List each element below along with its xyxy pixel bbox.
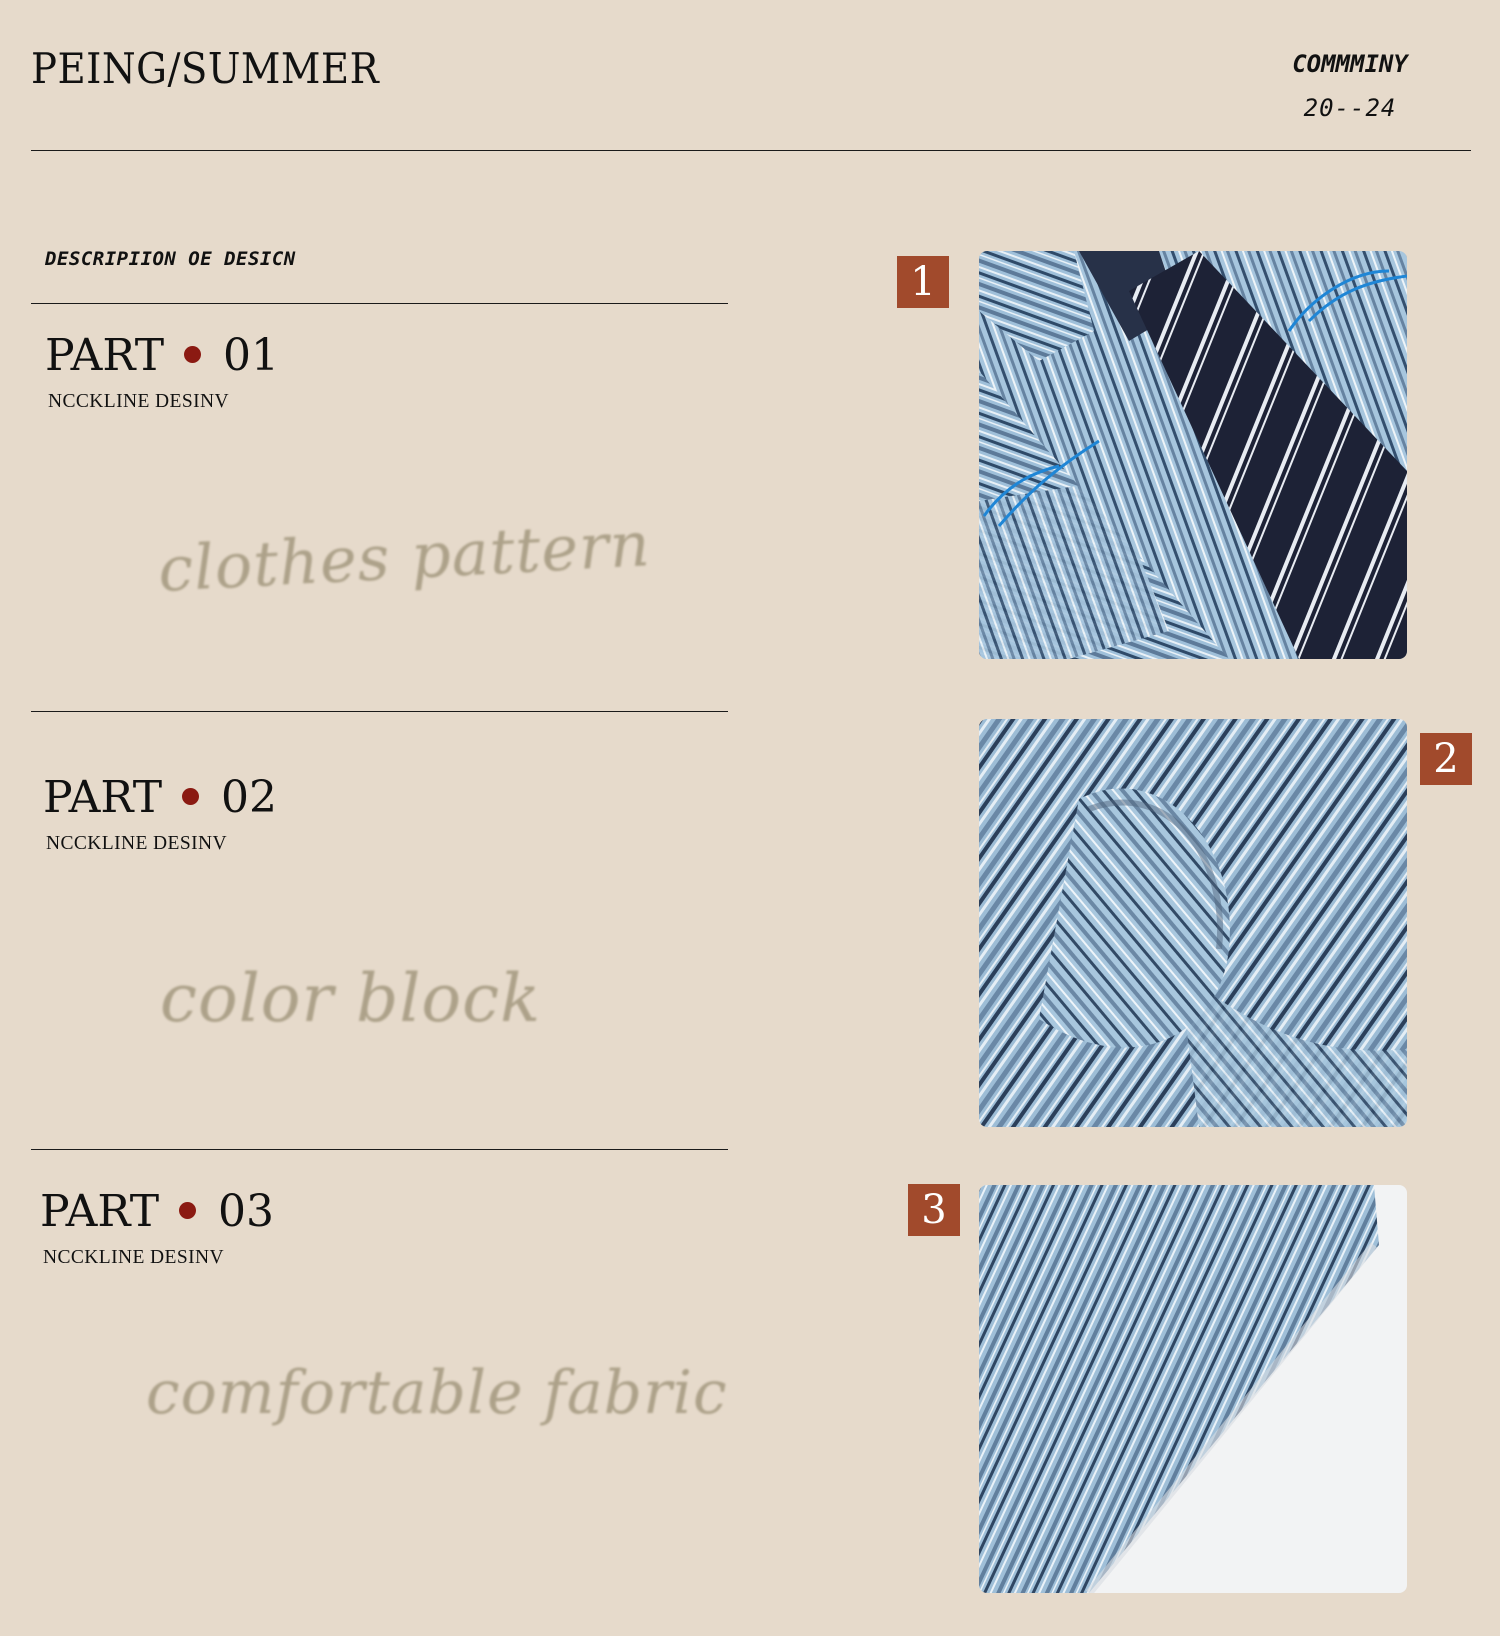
badge-1: 1 xyxy=(897,256,949,308)
section-divider xyxy=(31,711,728,712)
badge-2: 2 xyxy=(1420,733,1472,785)
shirt-collar-tie-photo xyxy=(979,251,1407,659)
section-divider xyxy=(31,1149,728,1150)
season-label: COMMMINY xyxy=(1292,50,1408,78)
part-02-subtitle: NCCKLINE DESINV xyxy=(46,833,227,854)
part-01-script-text: clothes pattern xyxy=(156,507,653,606)
part-02-heading xyxy=(43,772,277,823)
part-03-subtitle: NCCKLINE DESINV xyxy=(43,1247,224,1268)
header-divider xyxy=(31,150,1471,151)
part-03-script-text: comfortable fabric xyxy=(146,1358,728,1428)
description-title: DESCRIPIION OE DESICN xyxy=(45,248,296,270)
brand-title: PEING/SUMMER xyxy=(31,44,380,93)
part-number: 02 xyxy=(221,772,278,823)
part-label: PART xyxy=(45,330,165,381)
part-03-heading xyxy=(40,1186,274,1237)
section-divider xyxy=(31,303,728,304)
part-01-heading xyxy=(45,330,279,381)
part-number: 01 xyxy=(223,330,280,381)
part-number: 03 xyxy=(218,1186,275,1237)
part-02-script-text: color block xyxy=(160,960,542,1037)
season-years: 20--24 xyxy=(1303,94,1397,122)
part-label: PART xyxy=(40,1186,160,1237)
bullet-dot-icon xyxy=(182,788,199,805)
badge-3: 3 xyxy=(908,1184,960,1236)
part-01-subtitle: NCCKLINE DESINV xyxy=(48,391,229,412)
bullet-dot-icon xyxy=(184,346,201,363)
fabric-hem-photo xyxy=(979,1185,1407,1593)
bullet-dot-icon xyxy=(179,1202,196,1219)
fabric-fold-photo xyxy=(979,719,1407,1127)
part-label: PART xyxy=(43,772,163,823)
